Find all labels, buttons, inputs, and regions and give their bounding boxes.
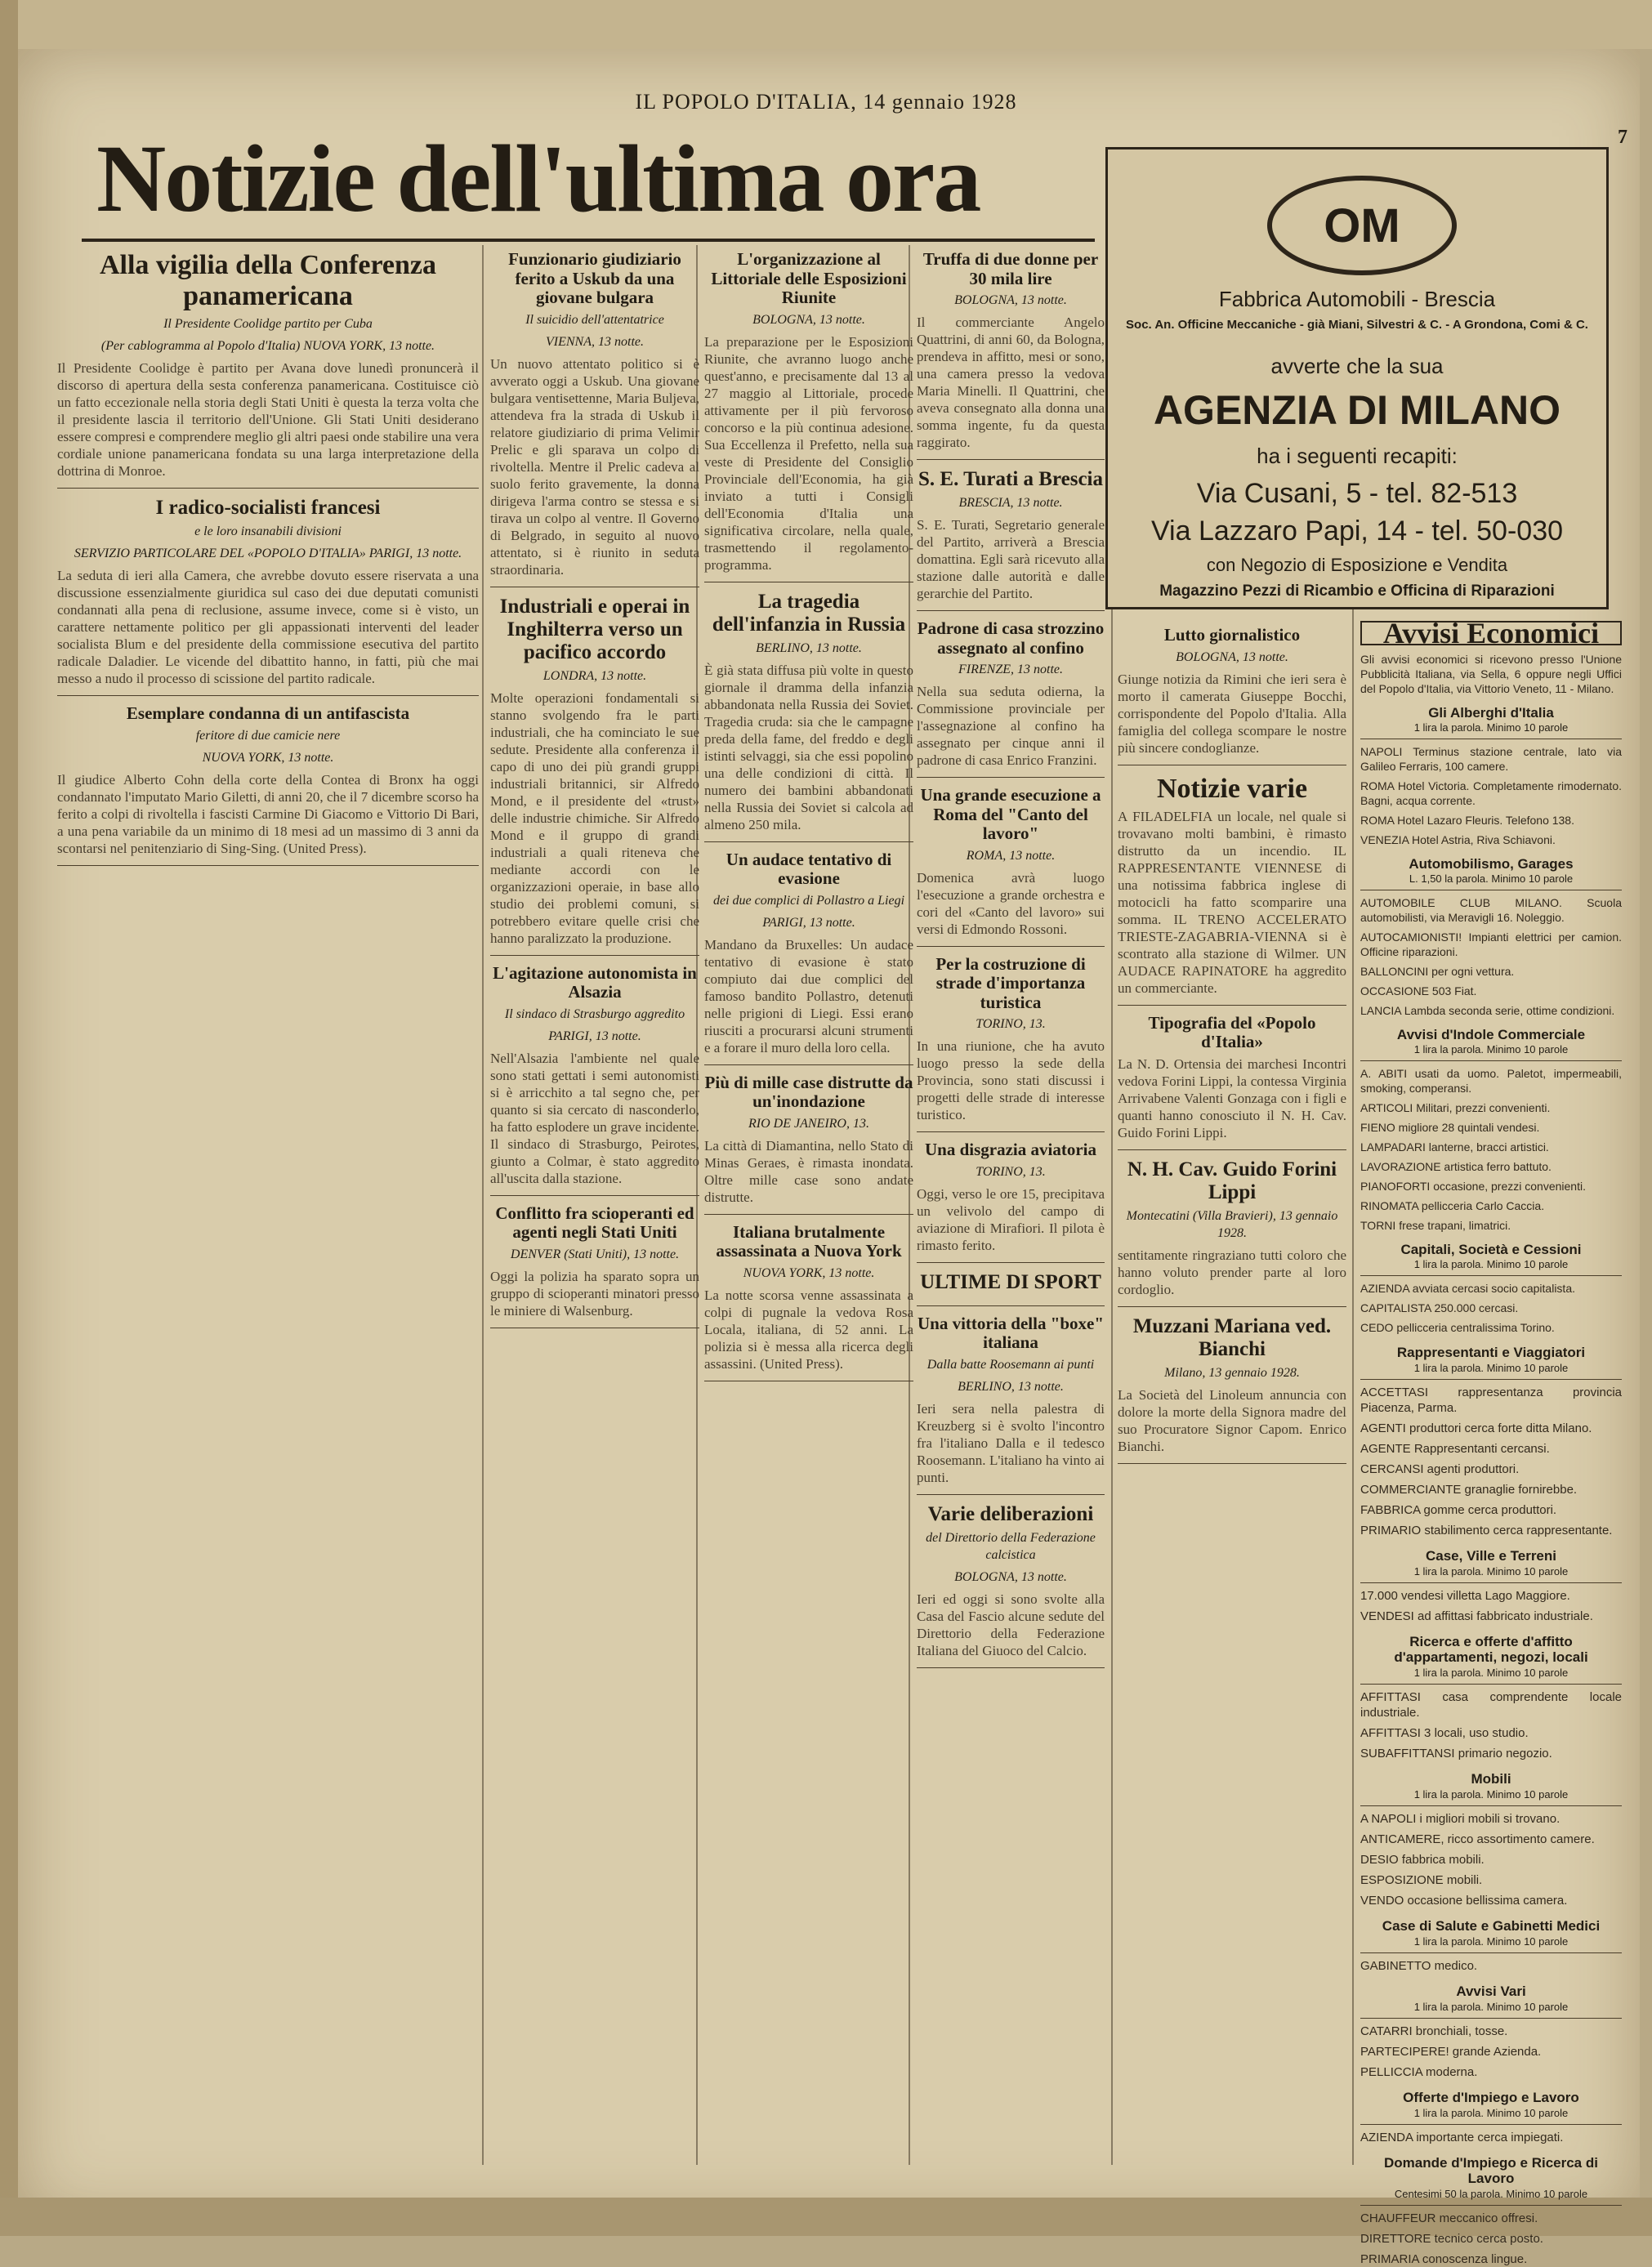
article-dateline: TORINO, 13. xyxy=(976,1017,1046,1032)
article-dateline: VIENNA, 13 notte. xyxy=(546,334,644,349)
article-dateline: FIRENZE, 13 notte. xyxy=(958,663,1063,677)
classified-rate: L. 1,50 la parola. Minimo 10 parole xyxy=(1360,872,1622,890)
classified-item: ROMA Hotel Lazaro Fleuris. Telefono 138. xyxy=(1360,814,1574,827)
classifieds-right-column xyxy=(1360,617,1622,2266)
article-dateline: BRESCIA, 13 notte. xyxy=(958,496,1063,511)
masthead: Notizie dell'ultima ora xyxy=(96,125,980,232)
article-body: Mandano da Bruxelles: Un audace tentativo di evasione è stato compiuto dai due complici del famoso bandito Pollastro, detenuti nelle prigioni di Liegi. Essi erano riusciti a procurarsi alcuni strumenti e a forare il muro della loro cella. xyxy=(704,936,913,1055)
classified-item: AUTOCAMIONISTI! Impianti elettrici per camion. Officine riparazioni. xyxy=(1360,930,1622,958)
ad-line-9: Magazzino Pezzi di Ricambio e Officina di Riparazioni xyxy=(1159,582,1555,600)
classified-item: CAPITALISTA 250.000 cercasi. xyxy=(1360,1301,1519,1314)
article-body: Il giudice Alberto Cohn della corte della Contea di Bronx ha oggi condannato l'imputato Mario Giletti, di anni 20, che il 7 dicembre scorso ha ferito a colpi di rivoltella i fascisti Carmine Di Giacomo e Vittorio Di Bari, a una pena variabile da un minimo di 18 mesi ad un massimo di 3 anni da scontarsi nel penitenziario di Sing-Sing. (United Press). xyxy=(57,771,479,856)
article-body: S. E. Turati, Segretario generale del Partito, arriverà a Brescia domattina. Egli sarà ricevuto alla stazione dalle autorità e dalle gerarchie del Partito. xyxy=(917,517,1105,602)
classified-section-head: Mobili xyxy=(1471,1771,1511,1787)
classified-item: TORNI frese trapani, limatrici. xyxy=(1360,1219,1511,1232)
article-body: A FILADELFIA un locale, nel quale si trovavano molti bambini, è rimasto distrutto da un incendio. IL RAPPRESENTANTE VIENNESE di una notissima fabbrica inglese di motocicli ha fatto scomparire una somma. IL TRENO ACCELERATO TRIESTE-ZAGABRIA-VIENNA si è scontrato alla stazione di Wilmer. UN AUDACE RAPINATORE ha aggredito un commerciante. xyxy=(1118,808,1346,996)
article-dateline: BOLOGNA, 13 notte. xyxy=(1176,649,1288,664)
column-5 xyxy=(1118,621,1346,2165)
classifieds-intro: Gli avvisi economici si ricevono presso l'Unione Pubblicità Italiana, via Sella, 6 oppure negli Uffici del Popolo d'Italia, via Vittorio Veneto, 11 - Milano. xyxy=(1360,653,1622,695)
article-body: sentitamente ringraziano tutti coloro che hanno voluto prender parte al loro cordoglio. xyxy=(1118,1247,1346,1297)
classified-item: GABINETTO medico. xyxy=(1360,1959,1478,1973)
column-1 xyxy=(57,245,479,2165)
article-headline: Funzionario giudiziario ferito a Uskub da una giovane bulgara xyxy=(508,249,681,308)
classified-item: PIANOFORTI occasione, prezzi convenienti. xyxy=(1360,1180,1586,1193)
article-headline: L'agitazione autonomista in Alsazia xyxy=(493,962,697,1002)
article-headline: Più di mille case distrutte da un'inondazione xyxy=(704,1072,913,1112)
classified-rate: 1 lira la parola. Minimo 10 parole xyxy=(1360,1257,1622,1276)
article-dateline: PARIGI, 13 notte. xyxy=(762,915,855,930)
article-headline: Notizie varie xyxy=(1156,773,1308,804)
article-subheadline: Il Presidente Coolidge partito per Cuba xyxy=(163,317,373,332)
classified-item: CATARRI bronchiali, tosse. xyxy=(1360,2024,1508,2038)
classified-item: AUTOMOBILE CLUB MILANO. Scuola automobilisti, via Meravigli 16. Noleggio. xyxy=(1360,896,1622,924)
article xyxy=(1118,774,1346,1006)
classified-item: PARTECIPERE! grande Azienda. xyxy=(1360,2045,1542,2059)
article-headline: Lutto giornalistico xyxy=(1163,625,1301,645)
article-subheadline: Il sindaco di Strasburgo aggredito xyxy=(504,1006,685,1021)
classified-item: LAMPADARI lanterne, bracci artistici. xyxy=(1360,1140,1549,1154)
classified-item: COMMERCIANTE granaglie fornirebbe. xyxy=(1360,1483,1578,1497)
article-subheadline: dei due complici di Pollastro a Liegi xyxy=(712,893,905,908)
article-body: La notte scorsa venne assassinata a colpi di pugnale la vedova Rosa Locala, italiana, di 52 anni. La polizia si è messa alla ricerca degli assassini. (United Press). xyxy=(704,1287,913,1372)
article xyxy=(490,964,699,1196)
article-dateline: BERLINO, 13 notte. xyxy=(756,640,862,655)
article-body: Molte operazioni fondamentali si stanno svolgendo fra le parti industriali, che ha cominciato le sue sedute. Presidente alla conferenza il capo di uno dei più grandi gruppi industriali britannici, sir Alfredo Mond, e il presidente del «trust» delle industrie chimiche. Sir Alfredo Mond e il gruppo di grandi industriali a quali riteneva che mediante accordi con le organizzazioni operaie, in base allo studio dei problemi comuni, si potrebbero evitare quelle crisi che hanno paralizzato la produzione. xyxy=(490,689,699,946)
classified-section-head: Ricerca e offerte d'affitto d'appartamenti, negozi, locali xyxy=(1394,1634,1588,1665)
classified-item: OCCASIONE 503 Fiat. xyxy=(1360,984,1477,997)
article-headline: Truffa di due donne per 30 mila lire xyxy=(922,249,1099,288)
classifieds-left xyxy=(1360,617,1622,1335)
article-dateline: BOLOGNA, 13 notte. xyxy=(752,312,865,327)
ad-line-1: Fabbrica Automobili - Brescia xyxy=(1218,287,1496,311)
article-headline: Muzzani Mariana ved. Bianchi xyxy=(1132,1314,1332,1360)
article-dateline: SERVIZIO PARTICOLARE DEL «POPOLO D'ITALIA» PARIGI, 13 notte. xyxy=(74,547,462,561)
article xyxy=(1118,1014,1346,1150)
article xyxy=(57,250,479,489)
column-3 xyxy=(704,245,913,2165)
article xyxy=(1118,626,1346,765)
article-dateline: (Per cablogramma al Popolo d'Italia) NUOVA YORK, 13 notte. xyxy=(100,339,435,354)
classified-section-head: Rappresentanti e Viaggiatori xyxy=(1396,1345,1586,1360)
article-headline: Una grande esecuzione a Roma del "Canto del lavoro" xyxy=(920,785,1101,844)
article-body: Il commerciante Angelo Quattrini, di anni 60, da Bologna, prendeva in affitto, mesi or sono, una camera presso la vedova Maria Minelli. Il Quattrini, che aveva consegnato alla donna una somma ingente, fu da questa raggirato. xyxy=(917,315,1105,451)
article-body: Oggi, verso le ore 15, precipitava un velivolo del campo di aviazione di Mirafiori. Il pilota è rimasto ferito. xyxy=(917,1185,1105,1253)
classified-item: VENDESI ad affittasi fabbricato industriale. xyxy=(1360,1609,1593,1623)
classified-item: ANTICAMERE, ricco assortimento camere. xyxy=(1360,1832,1595,1846)
article-dateline: DENVER (Stati Uniti), 13 notte. xyxy=(510,1247,680,1261)
article-body: Nella sua seduta odierna, la Commissione provinciale per l'assegnazione al confino ha assegnato per cinque anni il padrone di casa Enrico Franzini. xyxy=(917,684,1105,769)
classified-item: A NAPOLI i migliori mobili si trovano. xyxy=(1360,1812,1560,1826)
article-dateline: NUOVA YORK, 13 notte. xyxy=(743,1265,875,1280)
article xyxy=(917,468,1105,611)
article xyxy=(490,1204,699,1328)
classified-item: DIRETTORE tecnico cerca posto. xyxy=(1360,2232,1543,2246)
article-headline: Una vittoria della "boxe" italiana xyxy=(917,1313,1105,1353)
article xyxy=(917,786,1105,947)
masthead-rule xyxy=(82,239,1095,242)
article-body: Oggi la polizia ha sparato sopra un gruppo di scioperanti minatori presso le miniere di Walsenburg. xyxy=(490,1268,699,1319)
classified-section-head: Domande d'Impiego e Ricerca di Lavoro xyxy=(1384,2155,1598,2186)
classified-item: AFFITTASI 3 locali, uso studio. xyxy=(1360,1726,1529,1740)
article-body: In una riunione, che ha avuto luogo presso la sede della Provincia, sono stati discussi i progetti delle strade di interesse turistico. xyxy=(917,1038,1105,1123)
classified-rate: 1 lira la parola. Minimo 10 parole xyxy=(1360,1042,1622,1061)
article-subheadline: Dalla batte Roosemann ai punti xyxy=(926,1357,1095,1372)
classified-item: ESPOSIZIONE mobili. xyxy=(1360,1873,1483,1887)
page-top-background xyxy=(0,0,1652,49)
article-headline: Padrone di casa strozzino assegnato al confino xyxy=(917,618,1105,658)
classified-item: PELLICCIA moderna. xyxy=(1360,2065,1478,2079)
classified-item: SUBAFFITTANSI primario negozio. xyxy=(1360,1747,1552,1760)
article xyxy=(704,250,913,582)
classified-item: PRIMARIA conoscenza lingue. xyxy=(1360,2252,1528,2266)
ad-line-3: avverte che la sua xyxy=(1270,354,1444,378)
classified-section-head: Avvisi d'Indole Commerciale xyxy=(1396,1027,1586,1042)
classified-section-head: Avvisi Vari xyxy=(1456,1984,1526,1999)
article-dateline: RIO DE JANEIRO, 13. xyxy=(748,1116,869,1131)
article-body: Ieri ed oggi si sono svolte alla Casa del Fascio alcune sedute del Direttorio della Federazione Italiana del Giuoco del Calcio. xyxy=(917,1591,1105,1658)
page-left-edge xyxy=(0,0,18,2236)
column-4 xyxy=(917,245,1105,2165)
ad-line-8: con Negozio di Esposizione e Vendita xyxy=(1206,555,1508,575)
classified-item: FIENO migliore 28 quintali vendesi. xyxy=(1360,1121,1540,1134)
article xyxy=(917,619,1105,778)
article-dateline: PARIGI, 13 notte. xyxy=(548,1029,641,1043)
ad-line-5: ha i seguenti recapiti: xyxy=(1257,444,1458,468)
article-headline: ULTIME DI SPORT xyxy=(920,1270,1101,1293)
classified-item: BALLONCINI per ogni vettura. xyxy=(1360,965,1515,978)
classified-item: LAVORAZIONE artistica ferro battuto. xyxy=(1360,1160,1552,1173)
article xyxy=(917,1271,1105,1306)
article xyxy=(704,591,913,842)
article-body: La Società del Linoleum annuncia con dolore la morte della Signora madre del suo Procuratore Signor Capom. Enrico Bianchi. xyxy=(1118,1386,1346,1454)
article-body: Giunge notizia da Rimini che ieri sera è morto il camerata Giuseppe Bocchi, corrispondente del Popolo d'Italia. Alla famiglia del collega scompare le nostre più sincere condoglianze. xyxy=(1118,671,1346,756)
classified-rate: 1 lira la parola. Minimo 10 parole xyxy=(1360,1934,1622,1953)
article-body: La preparazione per le Esposizioni Riunite, che avranno luogo anche quest'anno, e precisamente dal 13 al 27 maggio al Littoriale, procede attivamente per il più fervoroso concorso e la più continua adesione. Sua Eccellenza il Prefetto, nella sua veste di Presidente del Consiglio Provinciale dell'Economia, ha già inviato a tutti i Consigli dell'Economia d'Italia una significativa circolare, nella quale, trasmettendo il regolamento-programma. xyxy=(704,333,913,573)
classified-item: VENDO occasione bellissima camera. xyxy=(1360,1894,1568,1908)
ad-line-6: Via Cusani, 5 - tel. 82-513 xyxy=(1196,478,1518,509)
article-dateline: Montecatini (Villa Bravieri), 13 gennaio 1928. xyxy=(1126,1208,1338,1240)
column-rule xyxy=(482,245,484,2165)
classified-rate: Centesimi 50 la parola. Minimo 10 parole xyxy=(1360,2186,1622,2206)
classified-rate: 1 lira la parola. Minimo 10 parole xyxy=(1360,1787,1622,1806)
classifieds-title: Avvisi Economici xyxy=(1360,621,1622,645)
ad-line-2: Soc. An. Officine Meccaniche - già Miani, Silvestri & C. - A Grondona, Comi & C. xyxy=(1126,318,1588,332)
page-number: 7 xyxy=(1618,127,1627,148)
classified-section-head: Gli Alberghi d'Italia xyxy=(1428,705,1554,721)
article xyxy=(1118,1158,1346,1307)
article-dateline: NUOVA YORK, 13 notte. xyxy=(202,750,334,765)
classified-section-head: Capitali, Società e Cessioni xyxy=(1400,1242,1582,1257)
article-body: La città di Diamantina, nello Stato di Minas Geraes, è rimasta inondata. Oltre mille case sono andate distrutte. xyxy=(704,1137,913,1205)
classified-item: DESIO fabbrica mobili. xyxy=(1360,1853,1485,1867)
article-subheadline: feritore di due camicie nere xyxy=(195,728,341,743)
article-dateline: TORINO, 13. xyxy=(976,1164,1046,1179)
article-dateline: BOLOGNA, 13 notte. xyxy=(954,1569,1067,1584)
article xyxy=(917,1503,1105,1668)
classified-item: ROMA Hotel Victoria. Completamente rimodernato. Bagni, acqua corrente. xyxy=(1360,779,1622,807)
article-headline: N. H. Cav. Guido Forini Lippi xyxy=(1127,1158,1337,1203)
classified-item: LANCIA Lambda seconda serie, ottime condizioni. xyxy=(1360,1004,1615,1017)
article-body: Nell'Alsazia l'ambiente nel quale sono stati gettati i semi autonomisti si è arricchito a tal segno che, per quanto si sia cercato di nasconderlo, ha fatto esplodere un grave incidente. Il sindaco di Strasburgo, Peirotes, giunto a Colmar, è stato aggredito all'uscita dalla stazione. xyxy=(490,1050,699,1186)
article-headline: S. E. Turati a Brescia xyxy=(918,468,1103,491)
article-subheadline: Il suicidio dell'attentatrice xyxy=(525,312,664,327)
classified-item: AGENTE Rappresentanti cercansi. xyxy=(1360,1442,1550,1456)
article xyxy=(917,1140,1105,1263)
article xyxy=(917,250,1105,460)
column-2 xyxy=(490,245,699,2165)
classified-item: CERCANSI agenti produttori. xyxy=(1360,1462,1520,1476)
classified-item: FABBRICA gomme cerca produttori. xyxy=(1360,1503,1557,1517)
running-head: IL POPOLO D'ITALIA, 14 gennaio 1928 xyxy=(635,90,1017,114)
classified-rate: 1 lira la parola. Minimo 10 parole xyxy=(1360,1360,1622,1380)
ad-line-7: Via Lazzaro Papi, 14 - tel. 50-030 xyxy=(1150,515,1564,547)
om-advertisement xyxy=(1105,147,1609,609)
classified-section-head: Automobilismo, Garages xyxy=(1409,856,1574,872)
classified-section-head: Case di Salute e Gabinetti Medici xyxy=(1382,1918,1601,1934)
article-headline: I radico-socialisti francesi xyxy=(155,497,381,520)
classified-item: CEDO pellicceria centralissima Torino. xyxy=(1360,1321,1555,1334)
classified-item: AZIENDA avviata cercasi socio capitalista. xyxy=(1360,1282,1575,1295)
article xyxy=(704,1223,913,1381)
article xyxy=(57,704,479,866)
article xyxy=(1118,1315,1346,1464)
article-subheadline: e le loro insanabili divisioni xyxy=(194,524,342,539)
classified-rate: 1 lira la parola. Minimo 10 parole xyxy=(1360,2105,1622,2125)
article-body: Un nuovo attentato politico si è avverato oggi a Uskub. Una giovane bulgara ventisettenne, Maria Buljeva, attendeva fra la strada di Uskub il relatore giudiziario di prima Velimir Prelic e gli sparava un colpo di rivoltella. Mentre il Prelic cadeva al suolo ferito gravemente, la donna dirigeva l'arma contro se stessa e si tirava un colpo al ventre. Il Governo di Belgrado, in seguito al nuovo attentato, si è riunito in seduta straordinaria. xyxy=(490,355,699,578)
classified-section-head: Offerte d'Impiego e Lavoro xyxy=(1403,2090,1579,2105)
article-headline: Alla vigilia della Conferenza panamericana xyxy=(99,250,437,312)
article-dateline: ROMA, 13 notte. xyxy=(966,848,1056,863)
classified-rate: 1 lira la parola. Minimo 10 parole xyxy=(1360,1564,1622,1583)
article-headline: Conflitto fra scioperanti ed agenti negli Stati Uniti xyxy=(495,1203,694,1243)
article-body: Ieri sera nella palestra di Kreuzberg si è svolto l'incontro fra l'italiano Dalla e il tedesco Roosemann. L'italiano ha vinto ai punti. xyxy=(917,1400,1105,1485)
classified-rate: 1 lira la parola. Minimo 10 parole xyxy=(1360,721,1622,739)
article-body: È già stata diffusa più volte in questo giornale il dramma della infanzia abbandonata nella Russia dei Soviet. Tragedia cruda: sia che le campagne preda della fame, del freddo e degli istinti selvaggi, sia che essi popolino una delle condizioni di città. Il numero dei bambini abbandonati nella Russia dei Soviet si calcola ad almeno 250 mila. xyxy=(704,662,913,832)
article-body: La N. D. Ortensia dei marchesi Incontri vedova Forini Lippi, la contessa Virginia Arrivabene Valenti Gonzaga con i figli e quanti hanno conosciuto il N. H. Cav. Guido Forini Lippi. xyxy=(1118,1055,1346,1140)
article xyxy=(490,596,699,956)
ad-line-4: AGENZIA DI MILANO xyxy=(1153,387,1561,433)
classified-item: AFFITTASI casa comprendente locale industriale. xyxy=(1360,1690,1622,1720)
classified-item: CHAUFFEUR meccanico offresi. xyxy=(1360,2211,1538,2225)
om-logo-text: OM xyxy=(1324,199,1400,252)
classified-item: AZIENDA importante cerca impiegati. xyxy=(1360,2131,1564,2144)
article-dateline: Milano, 13 gennaio 1928. xyxy=(1164,1365,1300,1380)
article-body: Il Presidente Coolidge è partito per Avana dove lunedì pronuncerà il discorso di apertura della sesta conferenza panamericana. Costituisce ciò un fatto eccezionale nella storia degli Stati Uniti è questa la terza volta che il presidente lascia il territorio dell'Unione. Gli Stati Uniti desiderano essere compresi e comprendere meglio gli altri paesi onde stabilire una vera cordiale unione panamericana fondata su una larga interpretazione della dottrina di Monroe. xyxy=(57,360,479,480)
article-headline: Un audace tentativo di evasione xyxy=(726,849,892,889)
article-subheadline: del Direttorio della Federazione calcistica xyxy=(926,1530,1096,1562)
article-dateline: BOLOGNA, 13 notte. xyxy=(954,293,1067,308)
classified-item: AGENTI produttori cerca forte ditta Milano. xyxy=(1360,1421,1592,1435)
article xyxy=(917,955,1105,1133)
article xyxy=(57,497,479,696)
article-dateline: LONDRA, 13 notte. xyxy=(542,668,647,683)
article-headline: L'organizzazione al Littoriale delle Esposizioni Riunite xyxy=(711,249,907,308)
classified-item: VENEZIA Hotel Astria, Riva Schiavoni. xyxy=(1360,833,1556,846)
classified-item: ACCETTASI rappresentanza provincia Piacenza, Parma. xyxy=(1360,1386,1622,1415)
classified-item: PRIMARIO stabilimento cerca rappresentante. xyxy=(1360,1524,1613,1537)
article xyxy=(917,1314,1105,1495)
article xyxy=(490,250,699,587)
article-headline: Tipografia del «Popolo d'Italia» xyxy=(1148,1012,1316,1052)
article-headline: Una disgrazia aviatoria xyxy=(925,1140,1096,1160)
classified-section-head: Case, Ville e Terreni xyxy=(1425,1548,1556,1564)
article-headline: La tragedia dell'infanzia in Russia xyxy=(712,590,906,636)
article-body: Domenica avrà luogo l'esecuzione a grande orchestra e cori del «Canto del lavoro» sui versi di Edmondo Rossoni. xyxy=(917,869,1105,937)
article-dateline: BERLINO, 13 notte. xyxy=(958,1379,1064,1394)
classified-item: ARTICOLI Militari, prezzi convenienti. xyxy=(1360,1101,1551,1114)
article-headline: Italiana brutalmente assassinata a Nuova York xyxy=(716,1221,902,1261)
article-headline: Industriali e operai in Inghilterra verso un pacifico accordo xyxy=(499,595,690,663)
classified-item: 17.000 vendesi villetta Lago Maggiore. xyxy=(1360,1589,1570,1603)
article-headline: Esemplare condanna di un antifascista xyxy=(126,703,410,724)
article-headline: Varie deliberazioni xyxy=(927,1502,1094,1525)
classified-item: A. ABITI usati da uomo. Paletot, impermeabili, smoking, comperansi. xyxy=(1360,1067,1622,1095)
classified-rate: 1 lira la parola. Minimo 10 parole xyxy=(1360,1665,1622,1685)
article-body: La seduta di ieri alla Camera, che avrebbe dovuto essere riservata a una discussione essenzialmente giuridica sul caso dei due deputati comunisti condannati alla pena di reclusione, assume invece, come si è visto, un carattere nettamente politico per gli appassionati interventi del leader socialista Blum e del presidente della commissione esecutiva del partito radicale Daladier. Le vicende del dibattito hanno, in fatti, più che mai messo a nudo il processo di scissione del partito radicale. xyxy=(57,568,479,687)
classified-item: NAPOLI Terminus stazione centrale, lato via Galileo Ferraris, 100 camere. xyxy=(1360,745,1622,773)
article xyxy=(704,1073,913,1215)
classified-item: RINOMATA pellicceria Carlo Caccia. xyxy=(1360,1199,1545,1212)
article-headline: Per la costruzione di strade d'importanza turistica xyxy=(935,953,1086,1012)
classified-rate: 1 lira la parola. Minimo 10 parole xyxy=(1360,1999,1622,2019)
article xyxy=(704,850,913,1065)
om-logo-icon xyxy=(1267,176,1457,275)
